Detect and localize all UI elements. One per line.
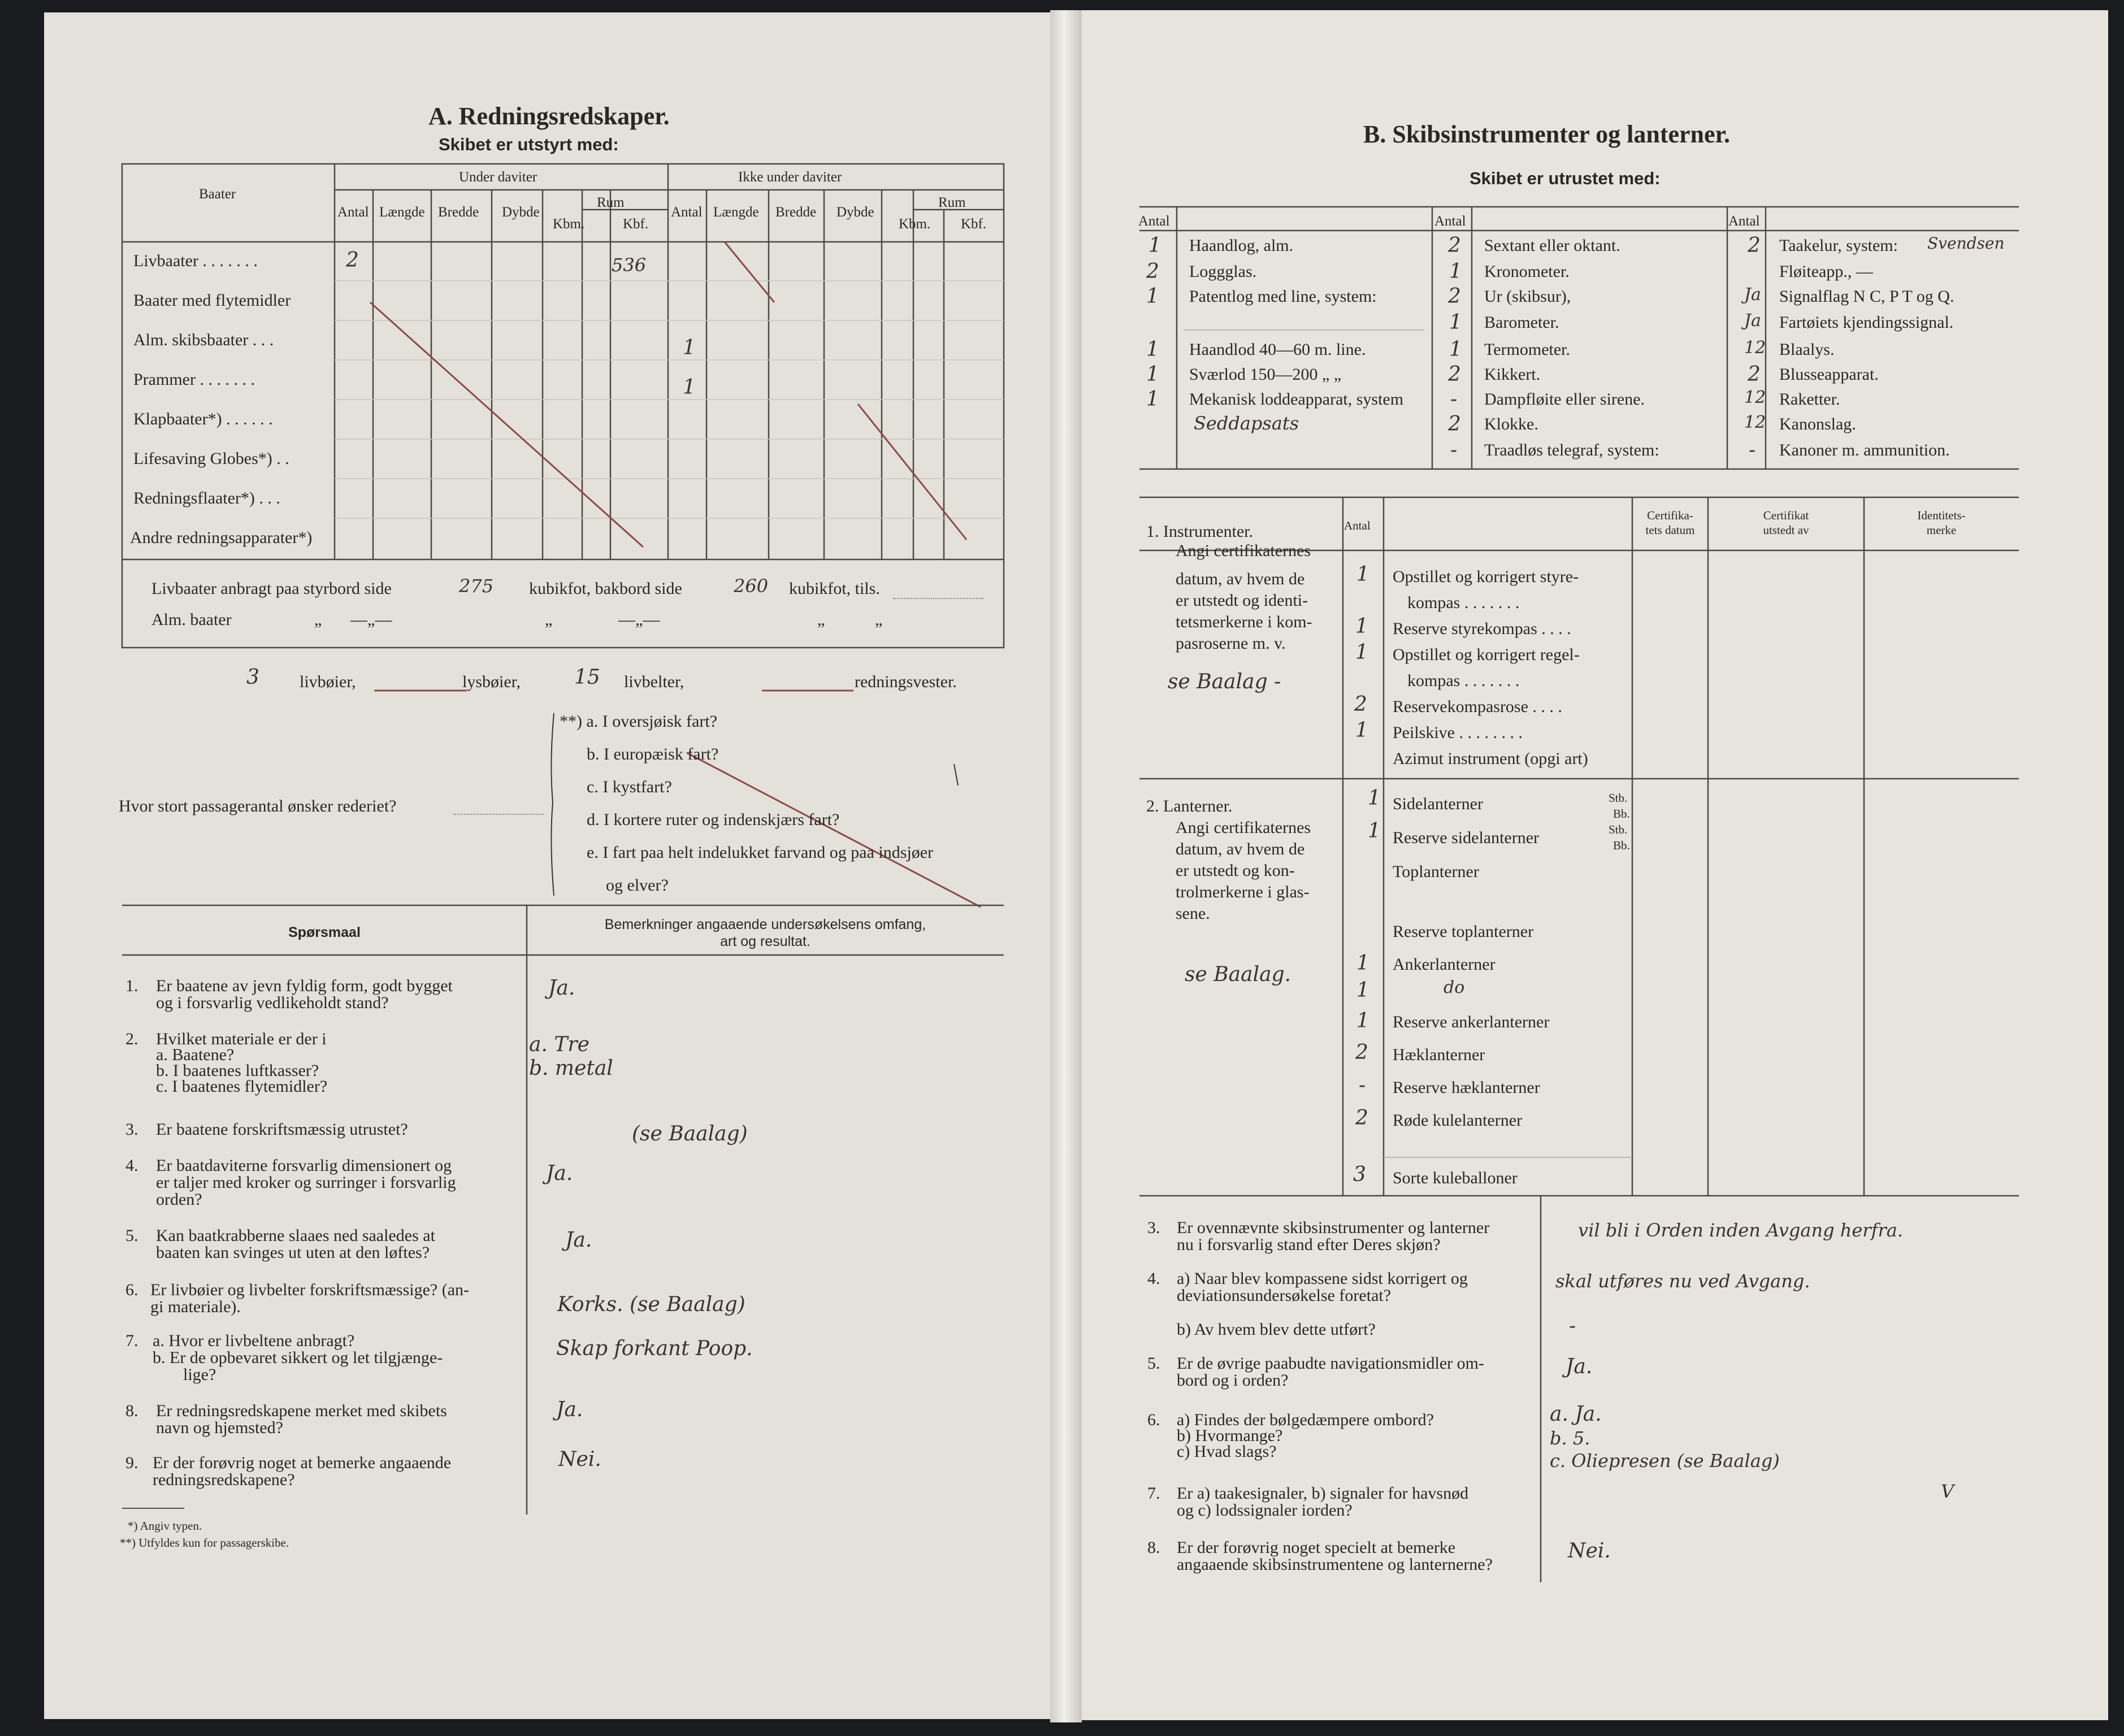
c2-r2-n: 1 — [1449, 260, 1462, 283]
kubikfot-label-2: kubikfot, tils. — [789, 579, 880, 598]
lq2-line2: a. Baatene? — [156, 1045, 235, 1064]
rq8-answer: Nei. — [1568, 1539, 1611, 1563]
rq4b-line1: b) Av hvem blev dette utført? — [1177, 1320, 1376, 1339]
lant-2-n: 1 — [1368, 819, 1381, 843]
rq8-line1: Er der forøvrig noget specielt at bemerke — [1177, 1538, 1456, 1557]
c3-r8-n: 12 — [1744, 413, 1766, 432]
c2-r9-n: - — [1450, 439, 1458, 462]
lant-label-1: 2. Lanterner. — [1146, 797, 1233, 815]
instr-label-3: datum, av hvem de — [1176, 570, 1305, 588]
c2-r2-t: Kronometer. — [1484, 262, 1570, 281]
alm-quote-3: „ — [817, 610, 825, 629]
instr-label-2: Angi certifikaternes — [1176, 541, 1311, 560]
antal-3: Antal — [1728, 214, 1760, 229]
c3-r1-system: Svendsen — [1927, 234, 2005, 253]
lant-11-n: 3 — [1353, 1163, 1366, 1186]
lq7-num: 7. — [125, 1331, 138, 1350]
rq4-line1: a) Naar blev kompassene sidst korrigert og — [1177, 1269, 1468, 1288]
lq6-line1: Er livbøier og livbelter forskriftsmæssige? (an- — [150, 1281, 470, 1299]
rq6-line3: c) Hvad slags? — [1177, 1442, 1277, 1461]
lq2-line4: c. I baatenes flytemidler? — [156, 1077, 328, 1096]
th-cert-utstedt-1: Certifikat — [1763, 509, 1809, 522]
lant-5-t: Ankerlanterner — [1393, 955, 1496, 974]
row-livbaater: Livbaater . . . . . . . — [133, 251, 258, 270]
fart-d: d. I kortere ruter og indenskjærs fart? — [587, 810, 840, 829]
lant-11-t: Sorte kuleballoner — [1393, 1169, 1518, 1187]
c3-r5-t: Blaalys. — [1779, 340, 1835, 359]
c3-r1-n: 2 — [1748, 234, 1761, 257]
kubikfot-label-1: kubikfot, bakbord side — [529, 579, 682, 598]
lant-1-stb: Stb. — [1609, 791, 1628, 805]
lq7-answer: Skap forkant Poop. — [556, 1337, 753, 1360]
vester-label: redningsvester. — [855, 672, 957, 691]
lant-8-t: Hæklanterner — [1393, 1045, 1485, 1064]
c2-r1-n: 2 — [1448, 234, 1461, 257]
c3-r6-t: Blusseapparat. — [1779, 365, 1879, 384]
lant-label-2: Angi certifikaternes — [1176, 818, 1311, 837]
antal-1: Antal — [1138, 214, 1170, 229]
col-kbf-1: Kbf. — [623, 216, 649, 232]
c1-r6-n: 1 — [1146, 363, 1159, 386]
lant-6-do: do — [1444, 978, 1465, 997]
hw-bakbord: 260 — [734, 575, 769, 597]
lant-9-n: - — [1359, 1074, 1366, 1097]
lysboier-label: lysbøier, — [462, 672, 521, 691]
lant-8-n: 2 — [1355, 1041, 1368, 1064]
section-b-title: B. Skibsinstrumenter og lanterner. — [1363, 120, 1731, 148]
lq4-line1: Er baatdaviterne forsvarlig dimensionert og — [156, 1156, 452, 1175]
c1-r5-t: Haandlod 40—60 m. line. — [1189, 340, 1366, 359]
hw-pram-antal: 1 — [683, 376, 696, 399]
c2-r7-t: Dampfløite eller sirene. — [1484, 390, 1645, 409]
th-cert-datum-2: tets datum — [1645, 523, 1695, 537]
lq4-answer: Ja. — [546, 1162, 573, 1185]
rq6-num: 6. — [1147, 1410, 1160, 1429]
rq6-answer-a: a. Ja. — [1550, 1403, 1602, 1426]
c3-r3-n: Ja — [1744, 285, 1761, 305]
hw-livbaater-antal: 2 — [346, 249, 359, 272]
lant-10-t: Røde kulelanterner — [1393, 1111, 1523, 1130]
col-bredde-1: Bredde — [438, 205, 479, 220]
lant-label-5: trolmerkerne i glas- — [1176, 883, 1310, 901]
livboier-label: livbøier, — [300, 672, 356, 691]
col-bemerkninger-2: art og resultat. — [720, 934, 810, 949]
lant-7-n: 1 — [1356, 1009, 1369, 1032]
passagerantal-question: Hvor stort passagerantal ønsker rederiet? — [119, 797, 397, 815]
fart-e: e. I fart paa helt indelukket farvand og paa indsjøer — [587, 843, 934, 862]
rq3-num: 3. — [1147, 1218, 1160, 1237]
th-antal: Antal — [1344, 519, 1371, 532]
lant-label-4: er utstedt og kon- — [1176, 861, 1295, 880]
rq4-answer: skal utføres nu ved Avgang. — [1555, 1270, 1810, 1292]
lant-10-n: 2 — [1355, 1106, 1368, 1130]
lq6-answer: Korks. (se Baalag) — [557, 1293, 745, 1316]
rq3-answer: vil bli i Orden inden Avgang herfra. — [1578, 1219, 1903, 1241]
c2-r6-n: 2 — [1448, 363, 1461, 386]
col-kbm-2: Kbm. — [899, 216, 931, 232]
rq6-line1: a) Findes der bølgedæmpere ombord? — [1177, 1410, 1434, 1429]
lq2-answer-b: b. metal — [529, 1057, 613, 1080]
col-kbm-1: Kbm. — [553, 216, 585, 232]
c3-r9-t: Kanoner m. ammunition. — [1779, 441, 1950, 459]
c2-r8-t: Klokke. — [1484, 415, 1538, 433]
c1-r1-t: Haandlog, alm. — [1189, 236, 1294, 255]
rq4b-answer: - — [1569, 1314, 1576, 1338]
instr-7-t: Peilskive . . . . . . . . — [1393, 723, 1523, 742]
c2-r9-t: Traadløs telegraf, system: — [1484, 441, 1659, 459]
c1-r7-t: Mekanisk loddeapparat, system — [1189, 390, 1404, 409]
th-ident-1: Identitets- — [1917, 509, 1966, 522]
instr-3-t: Reserve styrekompas . . . . — [1393, 619, 1571, 638]
footnote-1: *) Angiv typen. — [128, 1519, 202, 1533]
c1-r1-n: 1 — [1148, 234, 1161, 257]
c3-r5-n: 12 — [1744, 338, 1766, 358]
instr-label-4: er utstedt og identi- — [1176, 591, 1308, 610]
hw-alm-antal: 1 — [683, 336, 696, 359]
c2-r8-n: 2 — [1448, 413, 1461, 436]
col-antal-1: Antal — [337, 205, 369, 220]
lq3-answer: (se Baalag) — [632, 1122, 748, 1145]
c2-r1-t: Sextant eller oktant. — [1484, 236, 1620, 255]
row-skibsbaater: Alm. skibsbaater . . . — [133, 331, 274, 349]
rq8-num: 8. — [1147, 1538, 1160, 1557]
c1-r6-t: Sværlod 150—200 „ „ — [1189, 365, 1342, 384]
lq4-line2: er taljer med kroker og surringer i forsvarlig — [156, 1173, 456, 1192]
rq6-line2: b) Hvormange? — [1177, 1426, 1283, 1445]
rq8-line2: angaaende skibsinstrumentene og lanternerne? — [1177, 1555, 1493, 1574]
c3-r8-t: Kanonslag. — [1779, 415, 1856, 433]
c1-r5-n: 1 — [1146, 338, 1159, 361]
c3-r4-t: Fartøiets kjendingssignal. — [1779, 313, 1954, 332]
lant-hw: se Baalag. — [1185, 963, 1291, 986]
instr-1-n: 1 — [1356, 563, 1369, 586]
lant-5-n: 1 — [1356, 952, 1369, 975]
c2-r6-t: Kikkert. — [1484, 365, 1541, 384]
alm-quote-2: „ — [545, 610, 553, 629]
col-bredde-2: Bredde — [775, 205, 817, 220]
lant-1-n: 1 — [1368, 787, 1381, 810]
hw-livbelter: 15 — [574, 666, 600, 689]
lq9-answer: Nei. — [558, 1448, 601, 1471]
row-prammer: Prammer . . . . . . . — [133, 370, 255, 389]
section-b-subtitle: Skibet er utrustet med: — [1470, 168, 1661, 188]
col-antal-2: Antal — [671, 205, 703, 220]
rq7-num: 7. — [1147, 1484, 1160, 1503]
lant-4-t: Reserve toplanterner — [1393, 922, 1534, 941]
instr-4-t: Opstillet og korrigert regel- — [1393, 645, 1580, 664]
col-bemerkninger-1: Bemerkninger angaaende undersøkelsens omfang, — [604, 917, 926, 932]
lant-label-6: sene. — [1176, 904, 1210, 923]
col-kbf-2: Kbf. — [961, 216, 987, 232]
rum-header-1: Rum — [597, 195, 625, 210]
lq8-answer: Ja. — [556, 1398, 583, 1421]
lq8-num: 8. — [125, 1401, 138, 1420]
lant-2-t: Reserve sidelanterner — [1393, 828, 1540, 847]
c2-r3-t: Ur (skibsur), — [1484, 287, 1571, 306]
lant-label-3: datum, av hvem de — [1176, 840, 1305, 858]
section-a-title: A. Redningsredskaper. — [428, 102, 670, 130]
col-dybde-2: Dybde — [836, 205, 874, 220]
c1-r2-t: Loggglas. — [1189, 262, 1257, 281]
lq2-num: 2. — [125, 1030, 138, 1048]
alm-quote-1: „ — [314, 610, 322, 629]
fart-e2: og elver? — [606, 876, 669, 895]
instr-2-t: kompas . . . . . . . — [1407, 593, 1520, 612]
alm-dash-1: —„— — [350, 610, 392, 629]
col-dybde-1: Dybde — [502, 205, 540, 220]
hw-livbaater-kbf: 536 — [612, 254, 647, 276]
row-flaater: Redningsflaater*) . . . — [133, 489, 280, 507]
ikke-under-daviter-header: Ikke under daviter — [738, 170, 842, 185]
instr-7-n: 1 — [1355, 719, 1368, 742]
c3-r9-n: - — [1749, 439, 1756, 462]
c2-r4-n: 1 — [1449, 311, 1462, 334]
instr-label-1: 1. Instrumenter. — [1146, 522, 1254, 541]
instr-5-t: kompas . . . . . . . — [1407, 671, 1520, 690]
lq8-line1: Er redningsredskapene merket med skibets — [156, 1401, 447, 1420]
alm-quote-4: „ — [875, 610, 883, 629]
lq5-num: 5. — [125, 1226, 138, 1245]
under-daviter-header: Under daviter — [459, 170, 537, 185]
row-globes: Lifesaving Globes*) . . — [133, 449, 289, 468]
lq2-line1: Hvilket materiale er der i — [156, 1030, 327, 1048]
hw-styrbord: 275 — [459, 575, 494, 597]
rq3-line2: nu i forsvarlig stand efter Deres skjøn? — [1177, 1235, 1441, 1254]
baater-header: Baater — [199, 186, 236, 202]
rq7-line1: Er a) taakesignaler, b) signaler for havsnød — [1177, 1484, 1469, 1503]
row-klapbaater: Klapbaater*) . . . . . . — [133, 410, 273, 428]
lq6-num: 6. — [125, 1281, 138, 1299]
lq9-num: 9. — [125, 1453, 138, 1472]
c1-r8-hw: Seddapsats — [1194, 413, 1299, 434]
rq6-answer-b: b. 5. — [1550, 1427, 1590, 1449]
lq9-line2: redningsredskapene? — [153, 1470, 295, 1489]
th-ident-2: merke — [1926, 523, 1957, 537]
lant-1-t: Sidelanterner — [1393, 795, 1483, 813]
hw-livboier: 3 — [246, 666, 259, 689]
lant-2-stb: Stb. — [1609, 823, 1628, 836]
c1-r7-n: 1 — [1146, 388, 1159, 411]
instr-label-5: tetsmerkerne i kom- — [1176, 613, 1312, 631]
alm-dash-2: —„— — [618, 610, 660, 629]
rum-header-2: Rum — [938, 195, 966, 210]
rq6-answer-c: c. Oliepresen (se Baalag) — [1550, 1450, 1780, 1472]
col-spoersmaal: Spørsmaal — [288, 925, 361, 940]
livbelter-label: livbelter, — [624, 672, 684, 691]
lq8-line2: navn og hjemsted? — [156, 1418, 283, 1437]
rq5-num: 5. — [1147, 1354, 1160, 1373]
col-laengde-2: Længde — [713, 205, 759, 220]
instr-label-6: pasroserne m. v. — [1176, 634, 1286, 653]
fart-c: c. I kystfart? — [587, 778, 672, 796]
lant-2-bb: Bb. — [1613, 839, 1630, 852]
row-flytemidler: Baater med flytemidler — [133, 291, 291, 310]
lq9-line1: Er der forøvrig noget at bemerke angaaende — [153, 1453, 452, 1472]
lq3-num: 3. — [125, 1120, 138, 1139]
lq5-line1: Kan baatkrabberne slaaes ned saaledes at — [156, 1226, 435, 1245]
rq4-num: 4. — [1147, 1269, 1160, 1288]
lq1-line1: Er baatene av jevn fyldig form, godt bygget — [156, 976, 453, 995]
rq7-answer: V — [1941, 1481, 1954, 1502]
c3-r4-n: Ja — [1744, 311, 1761, 331]
footnote-2: **) Utfyldes kun for passagerskibe. — [120, 1536, 289, 1550]
alm-baater-label: Alm. baater — [151, 610, 232, 629]
instr-6-n: 2 — [1354, 693, 1367, 716]
antal-2: Antal — [1434, 214, 1466, 229]
lant-6-n: 1 — [1356, 979, 1369, 1002]
instr-1-t: Opstillet og korrigert styre- — [1393, 567, 1579, 586]
lq5-line2: baaten kan svinges ut uten at den løftes? — [156, 1243, 430, 1262]
rq3-line1: Er ovennævnte skibsinstrumenter og lanterner — [1177, 1218, 1490, 1237]
lq6-line2: gi materiale). — [150, 1297, 241, 1316]
lq7-line3: lige? — [183, 1365, 216, 1384]
c2-r5-n: 1 — [1449, 338, 1462, 361]
instr-3-n: 1 — [1355, 615, 1368, 638]
rq4-line2: deviationsundersøkelse foretat? — [1177, 1286, 1392, 1305]
c3-r2-t: Fløiteapp., — — [1779, 262, 1873, 281]
lq1-line2: og i forsvarlig vedlikeholdt stand? — [156, 993, 389, 1012]
lq1-answer: Ja. — [548, 976, 575, 1000]
lq2-line3: b. I baatenes luftkasser? — [156, 1061, 319, 1080]
th-cert-datum-1: Certifika- — [1647, 509, 1693, 522]
rq5-answer: Ja. — [1566, 1355, 1593, 1378]
c2-r7-n: - — [1450, 388, 1458, 411]
lq3-line1: Er baatene forskriftsmæssig utrustet? — [156, 1120, 408, 1139]
c2-r5-t: Termometer. — [1484, 340, 1571, 359]
lq1-num: 1. — [125, 976, 138, 995]
lant-1-bb: Bb. — [1613, 807, 1630, 821]
instr-8-t: Azimut instrument (opgi art) — [1393, 749, 1588, 768]
lant-7-t: Reserve ankerlanterner — [1393, 1013, 1550, 1031]
th-cert-utstedt-2: utstedt av — [1763, 523, 1809, 537]
rq5-line2: bord og i orden? — [1177, 1371, 1289, 1390]
c2-r3-n: 2 — [1448, 285, 1461, 308]
section-a-subtitle: Skibet er utstyrt med: — [439, 134, 619, 154]
lant-9-t: Reserve hæklanterner — [1393, 1078, 1540, 1097]
c3-r7-n: 12 — [1744, 388, 1766, 407]
livbaater-anbragt-label: Livbaater anbragt paa styrbord side — [151, 579, 392, 598]
c3-r3-t: Signalflag N C, P T og Q. — [1779, 287, 1954, 306]
c3-r7-t: Raketter. — [1779, 390, 1840, 409]
row-andre: Andre redningsapparater*) — [130, 528, 313, 547]
c3-r1-t: Taakelur, system: — [1779, 236, 1898, 255]
fart-b: b. I europæisk fart? — [587, 745, 719, 763]
lq4-line3: orden? — [156, 1190, 202, 1209]
instr-6-t: Reservekompasrose . . . . — [1393, 697, 1562, 716]
rq5-line1: Er de øvrige paabudte navigationsmidler om- — [1177, 1354, 1484, 1373]
rq7-line2: og c) lodssignaler iorden? — [1177, 1501, 1353, 1520]
c1-r3-t: Patentlog med line, system: — [1189, 287, 1377, 306]
lant-3-t: Toplanterner — [1393, 862, 1479, 881]
c1-r2-n: 2 — [1146, 260, 1159, 283]
lq5-answer: Ja. — [565, 1229, 592, 1252]
lq7-line1: a. Hvor er livbeltene anbragt? — [153, 1331, 355, 1350]
fart-a: **) a. I oversjøisk fart? — [560, 712, 718, 731]
lq7-line2: b. Er de opbevaret sikkert og let tilgjænge- — [153, 1348, 443, 1367]
c1-r3-n: 1 — [1146, 285, 1159, 308]
lq4-num: 4. — [125, 1156, 138, 1175]
instr-4-n: 1 — [1355, 641, 1368, 664]
lq2-answer-a: a. Tre — [529, 1033, 589, 1056]
c3-r6-n: 2 — [1748, 363, 1761, 386]
instr-hw: se Baalag - — [1168, 670, 1281, 693]
col-laengde-1: Længde — [379, 205, 425, 220]
c2-r4-t: Barometer. — [1484, 313, 1559, 332]
